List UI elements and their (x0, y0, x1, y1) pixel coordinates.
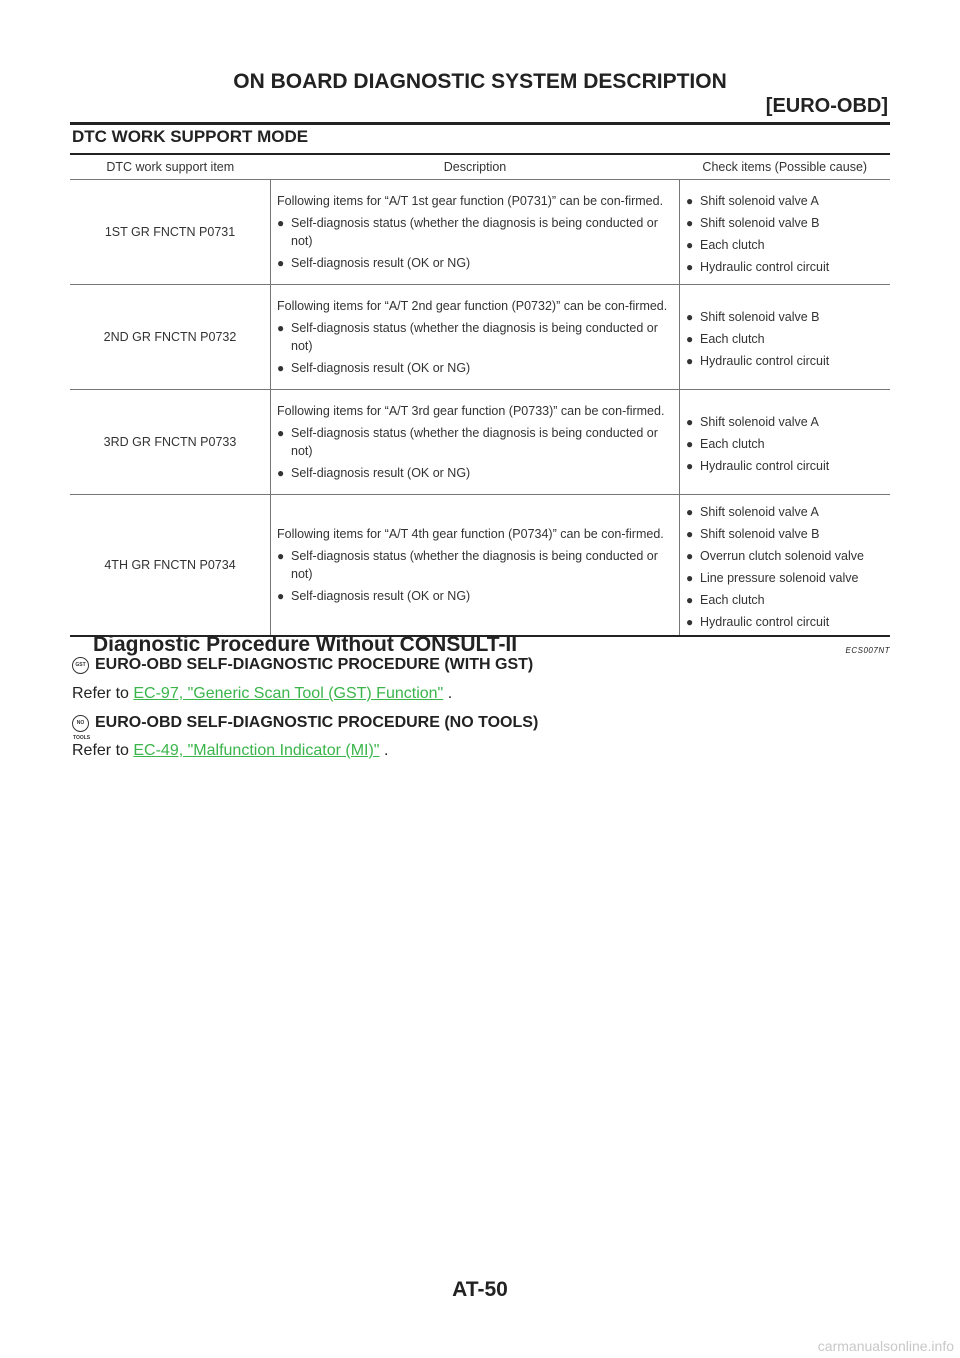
description-cell (271, 180, 680, 285)
description-text: Following items for “A/T 4th gear function (P0734)” can be con-firmed. (277, 527, 664, 541)
bullet-icon: ● (686, 571, 694, 585)
bullet-icon: ● (686, 216, 694, 230)
gst-reference (72, 685, 452, 703)
check-item: ● Hydraulic control circuit (686, 615, 830, 629)
bullet-icon: ● (686, 593, 694, 607)
description-bullet: ● Self-diagnosis result (OK or NG) (277, 361, 471, 375)
refer-prefix: Refer to (72, 742, 129, 759)
check-items-cell (680, 495, 891, 637)
description-cell (271, 390, 680, 495)
description-cell (271, 495, 680, 637)
description-bullet: ● Self-diagnosis status (whether the diagnosis is being conducted or not) (277, 216, 658, 248)
bullet-icon: ● (686, 354, 694, 368)
check-item: ● Shift solenoid valve B (686, 216, 820, 230)
description-bullet: ● Self-diagnosis result (OK or NG) (277, 256, 471, 270)
description-bullet: ● Self-diagnosis status (whether the diagnosis is being conducted or not) (277, 426, 658, 458)
refer-suffix: . (447, 685, 453, 702)
check-item: ● Shift solenoid valve A (686, 505, 819, 519)
column-header-item: DTC work support item (70, 154, 271, 180)
column-header-check-items: Check items (Possible cause) (680, 154, 891, 180)
bullet-icon: ● (277, 466, 285, 480)
bullet-icon: ● (277, 426, 285, 440)
check-item: ● Shift solenoid valve A (686, 415, 819, 429)
table-header-row (70, 154, 890, 180)
check-item: ● Shift solenoid valve A (686, 194, 819, 208)
description-bullet: ● Self-diagnosis status (whether the diagnosis is being conducted or not) (277, 321, 658, 353)
check-item: ● Hydraulic control circuit (686, 354, 830, 368)
check-items-cell (680, 180, 891, 285)
bullet-icon: ● (277, 589, 285, 603)
description-text: Following items for “A/T 1st gear function (P0731)” can be con-firmed. (277, 194, 664, 208)
page-number: AT-50 (452, 1278, 508, 1301)
check-item: ● Line pressure solenoid valve (686, 571, 859, 585)
check-items-cell (680, 390, 891, 495)
check-item: ● Each clutch (686, 593, 765, 607)
bullet-icon: ● (686, 459, 694, 473)
check-item: ● Shift solenoid valve B (686, 527, 820, 541)
bullet-icon: ● (277, 321, 285, 335)
dtc-item-cell: 4TH GR FNCTN P0734 (70, 495, 271, 637)
section-title: DTC WORK SUPPORT MODE (72, 127, 309, 146)
bullet-icon: ● (686, 332, 694, 346)
refer-suffix: . (383, 742, 389, 759)
description-bullet: ● Self-diagnosis status (whether the diagnosis is being conducted or not) (277, 549, 658, 581)
bullet-icon: ● (686, 260, 694, 274)
column-header-description: Description (271, 154, 680, 180)
notools-reference-link[interactable]: EC-49, "Malfunction Indicator (MI)" (133, 742, 380, 759)
description-bullet: ● Self-diagnosis result (OK or NG) (277, 466, 471, 480)
no-tools-icon: NO TOOLS (72, 715, 89, 732)
bullet-icon: ● (686, 505, 694, 519)
bullet-icon: ● (277, 361, 285, 375)
dtc-work-support-table (70, 153, 890, 637)
bullet-icon: ● (686, 549, 694, 563)
gst-heading-text: EURO-OBD SELF-DIAGNOSTIC PROCEDURE (WITH GST) (95, 656, 534, 673)
table-row (70, 390, 890, 495)
header-divider (70, 122, 890, 125)
check-item: ● Shift solenoid valve B (686, 310, 820, 324)
bullet-icon: ● (686, 415, 694, 429)
dtc-item-cell: 2ND GR FNCTN P0732 (70, 285, 271, 390)
gst-procedure-heading (72, 656, 533, 674)
bullet-icon: ● (686, 437, 694, 451)
dtc-item-cell: 1ST GR FNCTN P0731 (70, 180, 271, 285)
procedure-code: ECS007NT (845, 646, 890, 655)
page-subtitle: [EURO-OBD] (765, 95, 888, 117)
bullet-icon: ● (686, 615, 694, 629)
notools-heading-text: EURO-OBD SELF-DIAGNOSTIC PROCEDURE (NO TOOLS) (95, 714, 539, 731)
description-text: Following items for “A/T 3rd gear function (P0733)” can be con-firmed. (277, 404, 665, 418)
check-item: ● Each clutch (686, 238, 765, 252)
check-items-cell (680, 285, 891, 390)
dtc-item-cell: 3RD GR FNCTN P0733 (70, 390, 271, 495)
description-cell (271, 285, 680, 390)
bullet-icon: ● (277, 216, 285, 230)
check-item: ● Overrun clutch solenoid valve (686, 549, 864, 563)
bullet-icon: ● (277, 256, 285, 270)
check-item: ● Hydraulic control circuit (686, 260, 830, 274)
bullet-icon: ● (277, 549, 285, 563)
gst-reference-link[interactable]: EC-97, "Generic Scan Tool (GST) Function" (133, 685, 444, 702)
table-row (70, 285, 890, 390)
watermark: carmanualsonline.info (817, 1338, 954, 1354)
table-row (70, 495, 890, 637)
notools-reference (72, 742, 388, 760)
check-item: ● Each clutch (686, 332, 765, 346)
bullet-icon: ● (686, 310, 694, 324)
table-row (70, 180, 890, 285)
refer-prefix: Refer to (72, 685, 129, 702)
description-bullet: ● Self-diagnosis result (OK or NG) (277, 589, 471, 603)
check-item: ● Each clutch (686, 437, 765, 451)
bullet-icon: ● (686, 527, 694, 541)
bullet-icon: ● (686, 238, 694, 252)
description-text: Following items for “A/T 2nd gear function (P0732)” can be con-firmed. (277, 299, 668, 313)
page-title: ON BOARD DIAGNOSTIC SYSTEM DESCRIPTION (233, 70, 727, 93)
bullet-icon: ● (686, 194, 694, 208)
gst-icon: GST (72, 657, 89, 674)
procedure-title: Diagnostic Procedure Without CONSULT-II (93, 633, 518, 656)
notools-procedure-heading (72, 714, 539, 741)
check-item: ● Hydraulic control circuit (686, 459, 830, 473)
